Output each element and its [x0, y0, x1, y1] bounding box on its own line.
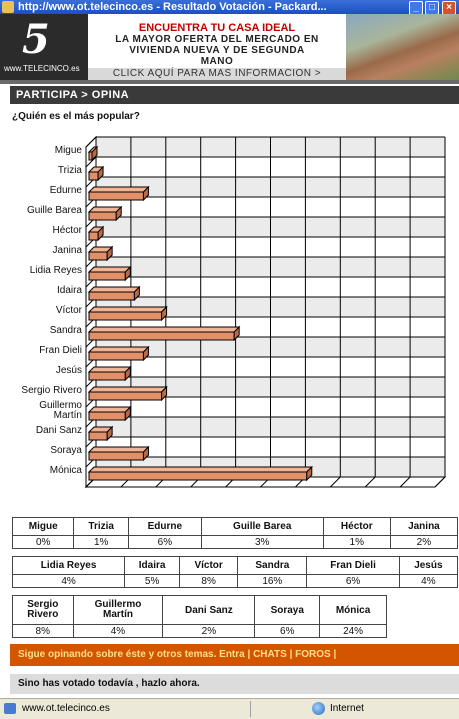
result-candidate-name: Dani Sanz: [163, 596, 255, 625]
results-table-3: [12, 595, 387, 638]
chart-bar: [89, 272, 125, 280]
chart-category-label: Sandra: [49, 325, 82, 336]
chats-link[interactable]: CHATS: [253, 649, 287, 660]
chart-category-label: Trizia: [57, 165, 82, 176]
chart-bar: [89, 232, 98, 240]
chart-bar: [89, 452, 143, 460]
chart-bar-top: [89, 307, 167, 312]
result-candidate-name: Sandra: [238, 557, 307, 575]
vote-now-link[interactable]: Sino has votado todavía , hazlo ahora.: [10, 674, 459, 694]
chart-category-label: Mónica: [49, 465, 82, 476]
result-candidate-name: Janina: [390, 518, 457, 536]
keep-voting-text: Sigue opinando sobre éste y otros temas. Entra: [18, 649, 245, 660]
chart-bar: [89, 392, 162, 400]
result-candidate-name: Migue: [13, 518, 74, 536]
result-percentage: 5%: [125, 575, 180, 588]
chart-bar: [89, 472, 307, 480]
chart-bar-top: [89, 267, 130, 272]
foros-link[interactable]: FOROS: [295, 649, 331, 660]
ad-click-link[interactable]: CLICK AQUÍ PARA MAS INFORMACION >: [88, 68, 346, 80]
chart-category-labels: [21, 145, 82, 476]
result-percentage: 2%: [163, 625, 255, 638]
minimize-button[interactable]: _: [409, 1, 423, 14]
chart-category-label: Migue: [54, 145, 82, 156]
chart-category-label: Edurne: [49, 185, 82, 196]
result-percentage: 4%: [399, 575, 457, 588]
result-candidate-name: Héctor: [323, 518, 390, 536]
close-button[interactable]: ×: [442, 1, 456, 14]
chart-category-label: Guille Barea: [26, 205, 82, 216]
chart-bar-top: [89, 287, 139, 292]
chart-bar-top: [89, 387, 167, 392]
chart-category-label: Lidia Reyes: [29, 265, 82, 276]
poll-question: ¿Quién es el más popular?: [12, 111, 140, 122]
window-title: http://www.ot.telecinco.es - Resultado Votación - Packard...: [18, 1, 327, 13]
result-candidate-name: Edurne: [128, 518, 201, 536]
page-loaded-icon: [4, 703, 16, 714]
result-percentage: 6%: [128, 536, 201, 549]
result-percentage: 3%: [201, 536, 323, 549]
result-candidate-name: Mónica: [320, 596, 387, 625]
chart-bar-top: [89, 467, 312, 472]
keep-voting-bar: Sigue opinando sobre éste y otros temas. Entra | CHATS | FOROS |: [10, 644, 459, 666]
chart-bar: [89, 352, 143, 360]
chart-bar-top: [89, 327, 239, 332]
result-candidate-name: Guillermo Martín: [73, 596, 163, 625]
chart-bar-top: [89, 407, 130, 412]
result-candidate-name: Sergio Rivero: [13, 596, 74, 625]
results-table-1: [12, 517, 458, 549]
result-percentage: 4%: [73, 625, 163, 638]
chart-bar-top: [89, 447, 148, 452]
chart-bar: [89, 252, 107, 260]
chart-bar-top: [89, 187, 148, 192]
ad-line-1: LA MAYOR OFERTA DEL MERCADO EN: [115, 34, 319, 45]
results-table-2: [12, 556, 458, 588]
result-percentage: 2%: [390, 536, 457, 549]
result-candidate-name: Fran Dieli: [307, 557, 399, 575]
result-percentage: 6%: [255, 625, 320, 638]
chart-bar: [89, 212, 116, 220]
chart-bar: [89, 172, 98, 180]
chart-bar: [89, 292, 134, 300]
result-percentage: 0%: [13, 536, 74, 549]
internet-zone-icon: [312, 702, 325, 715]
browser-status-bar: [0, 698, 459, 719]
chart-category-label: Soraya: [50, 445, 82, 456]
chart-bar-top: [89, 367, 130, 372]
result-candidate-name: Guille Barea: [201, 518, 323, 536]
result-candidate-name: Trizia: [74, 518, 129, 536]
chart-bar: [89, 192, 143, 200]
result-percentage: 6%: [307, 575, 399, 588]
chart-category-label: Jesús: [55, 365, 82, 376]
result-percentage: 4%: [13, 575, 125, 588]
result-candidate-name: Lidia Reyes: [13, 557, 125, 575]
result-percentage: 8%: [13, 625, 74, 638]
chart-bar-top: [89, 347, 148, 352]
chart-category-label: Guillermo Martín: [39, 400, 82, 421]
result-percentage: 16%: [238, 575, 307, 588]
result-candidate-name: Idaira: [125, 557, 180, 575]
chart-bar: [89, 372, 125, 380]
ad-line-2: VIVIENDA NUEVA Y DE SEGUNDA: [129, 45, 305, 56]
status-url: www.ot.telecinco.es: [22, 703, 110, 714]
channel-5-logo-icon: 5: [22, 16, 48, 63]
chart-category-label: Janina: [52, 245, 82, 256]
result-percentage: 8%: [180, 575, 238, 588]
result-percentage: 24%: [320, 625, 387, 638]
result-candidate-name: Soraya: [255, 596, 320, 625]
result-percentage: 1%: [323, 536, 390, 549]
chart-bar: [89, 332, 234, 340]
section-breadcrumb: PARTICIPA > OPINA: [10, 86, 459, 104]
logo-text: www.TELECINCO.es: [4, 64, 80, 73]
chart-category-label: Dani Sanz: [35, 425, 82, 436]
security-zone: Internet: [330, 703, 364, 714]
chart-category-label: Fran Dieli: [39, 345, 82, 356]
chart-bar: [89, 432, 107, 440]
result-percentage: 1%: [74, 536, 129, 549]
ad-line-3: MANO: [200, 56, 234, 67]
chart-bar: [89, 312, 162, 320]
chart-category-label: Sergio Rivero: [21, 385, 82, 396]
chart-bar: [89, 412, 125, 420]
maximize-button[interactable]: □: [425, 1, 439, 14]
result-candidate-name: Víctor: [180, 557, 238, 575]
result-candidate-name: Jesús: [399, 557, 457, 575]
chart-category-label: Idaira: [56, 285, 82, 296]
chart-category-label: Héctor: [52, 225, 82, 236]
chart-category-label: Víctor: [55, 305, 82, 316]
ad-headline: ENCUENTRA TU CASA IDEAL: [138, 22, 296, 34]
